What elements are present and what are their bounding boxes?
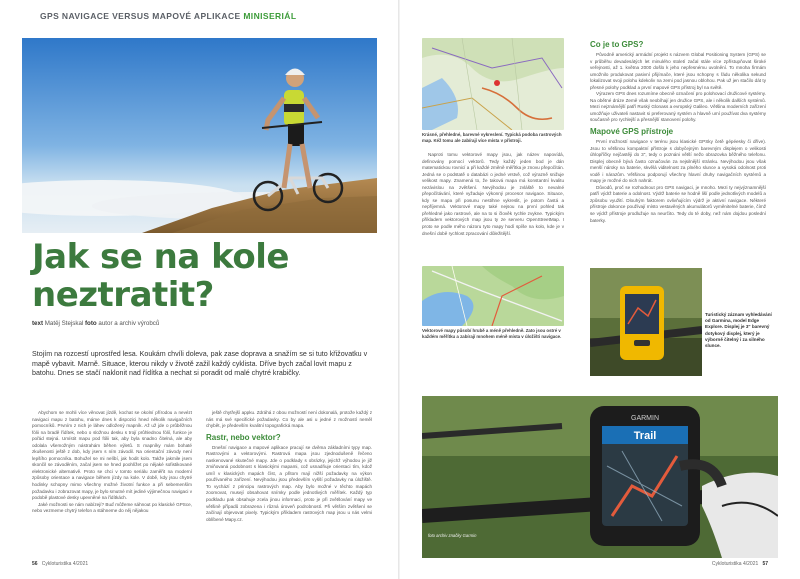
paragraph: Jaké možnosti se nám nabízejí? Buď můžeme sáhnout po klasické GPSce, nebo vezmeme chytrý telefon a stáhneme do něj nějakou bbox=[32, 501, 192, 514]
right-page bbox=[400, 0, 800, 579]
vector-map-image bbox=[422, 266, 564, 326]
raster-map-image bbox=[422, 38, 564, 130]
series-header bbox=[40, 11, 296, 21]
article-lead: Stojím na rozcestí uprostřed lesa. Koukám chvíli doleva, pak zase doprava a snažím se si tuto křižovatku v mapě vybavit. Marně. Situace, kterou nikdy v životě zažil každý cyklista. Dříve bych začal lovit mapu z batohu. Dnes se stačí naklonit nad řídítka a nechat si poradit od malé chytré krabičky. bbox=[32, 350, 368, 378]
paragraph: Abychom se mohli více věnovat jízdě, kochat se okolní přírodou a nevézt navigaci mapu z batohu, máme dnes k dispozici hned několik navigačních pomocníků. Prvním z nich je láhev odložený mapník. Až už jde o průběžnou fólii na bradě řídítek, nebo o složnou desku s trojí průhlednou fólií, funkce je pořád stejná. Umístit mapu pod fólii tak, aby byla snadno čitelná, ale aby odolala všemožným nástrahám běhen výletů. S mapníky mám bohaté zkušenosti ještě z dob, kdy jsem s ním závodil. Na orientační závody není lepšího pomocníka. Bohužel se mi nelíbí, jak hodit kolo. Takže jakmile jsem skončil se závoděním, začal jsem se hned poohlížet po nějaké sofistikované elektronické alternativě. Proto se chci v tomto seriálu zaměřit na moderní způsoby orientace a navigace během jízdy na kole. V době, kdy jsou chytré hodinky schopny mimo všechny možné životní funkce a při sebemenším požadavku i zobrazovat mapy, je bylo smutné mít jediné výjimečnou navigaci v podobě plastové desky upevněné na řídítkách. bbox=[32, 410, 192, 501]
series-accent: MINISERIÁL bbox=[243, 11, 297, 21]
text-column-right-2 bbox=[590, 40, 766, 265]
paragraph: Důvodů, proč se rozhodnout pro GPS navigaci, je mnoho. Mezi ty nejvýznamnější patří výdrž baterie a odolnost. Výdrž baterie se hodně liší podle jednotlivých modelů a způsobu využití. Dlouhým faktorem ovlivňujícím výdrž je aktivní navigace. Některé přístroje dokonce používají místo vestavěných akumulátorů vyměnitelné baterie, čímž se výdrž přístroje prodlužuje na neurčito. Tedy do té doby, než nám dojdou poslední baterky. bbox=[590, 184, 766, 223]
paragraph: Dnešní navigace a mapové aplikace pracují se dvěma základními typy map. Rastrovými a vektorovými. Rastrová mapa jsou zjednodušeně řečeno naskenované skutečné mapy. Jde o podklady s obrázky, jejichž výhodou je již zmiňovaná podobnost s klasickými mapami, což usnadňuje orientaci tím, kdož umíl v klasických mapách číst, a přitom mají nižší požadavky na výkon používaného zařízení. Nevýhodou jsou především vyšší požadavky na úložiště. To vychází z principu rastrových map. Aby bylo možné v těchto mapách zoomovat, musejí obsahovat snímky podle jednotlivých měřítek. Každý typ podkladu pak obsahuje zcela jinou informaci, proto je při zvětšování mapy ve většině případů zobrazena i různá úroveň podrobností. Při větším zvětšení se začínají objevovat pixely. Typickým příkladem rastrových map jsou u nás velmi oblíbené Mapy.cz. bbox=[206, 444, 372, 522]
text-column-left-2 bbox=[206, 410, 372, 560]
byline-photo-credit: autor a archiv výrobců bbox=[98, 320, 160, 327]
folio-left bbox=[32, 561, 88, 567]
photo-credit-garmin: foto archiv značky Garmin bbox=[428, 533, 477, 538]
gps-device-photo bbox=[590, 268, 702, 376]
caption-device: Turistický záznam vyhledávání od Garmina, model Edge Explore. Displej je 3" barevný dotykový displej, který je výborně čitelný i za silného slunce. bbox=[705, 312, 772, 349]
page-number: 56 bbox=[32, 561, 38, 567]
series-title: GPS NAVIGACE VERSUS MAPOVÉ APLIKACE bbox=[40, 11, 241, 21]
device-brand: GARMIN bbox=[631, 415, 659, 422]
byline-photo-label: foto bbox=[85, 320, 97, 327]
page-number: 57 bbox=[762, 561, 768, 567]
text-column-left-1 bbox=[32, 410, 192, 560]
caption-raster-map: Krásné, přehledné, barevné vykreslení. Typická podoba rastrových map. Kéž tomu ale zabírají více místa v přístroji. bbox=[422, 132, 562, 143]
section-heading: Rastr, nebo vektor? bbox=[206, 432, 281, 442]
magazine-issue: Cykloturistika 4/2021 bbox=[711, 561, 759, 567]
headline-line-1: Jak se na kole bbox=[32, 237, 289, 277]
headline-line-2: neztratit? bbox=[32, 275, 214, 315]
magazine-issue: Cykloturistika 4/2021 bbox=[41, 561, 89, 567]
device-screen-title: Trail bbox=[633, 430, 657, 442]
paragraph: Původně americký armádní projekt s názvem Global Positioning System (GPS) se v průběhu devadesátých let minulého století začal stále více zpřístupňovat široké veřejnosti, až 1. května 2000 došlo k jeho nepřesnému uvolnění. To mnoha firmám umožnilo produkovat pasivní přijímače, které jsou schopny s řádu několika sekund lokalizovat svoji polohu kdekoliv na zemi pod jasnou oblohou. Pak už jen stačilo dát ty přesné polohy podklad a první mapové GPS přístroj byl na světě. bbox=[590, 52, 766, 90]
byline-author: Matěj Stejskal bbox=[44, 320, 84, 327]
article-headline bbox=[32, 238, 372, 314]
hero-photo-cyclist bbox=[22, 38, 377, 233]
paragraph: Naproti tomu vektorové mapy jsou, jak název napovídá, definovány pomocí vektorů. Tedy každý jeden bod je dán matematickou rovnicí a při každé změně měřítka je znovu přepočítán. Jedná se o podstatě o databázi o jedné vrstvě, což výrazně snižuje velikost mapy. Znamená to, že taková mapa má konstantní kvalitu nezávislou na zvětšení. Nevýhodou je zvláště to nevalné přepočítávání, které vyžaduje výkonný procesor navigace. Situace, kdy se mapa při posunu nestihne vykreslit, je potom častá a nepříjemná. Vektorové mapy také nejsou na první pohled tak přehledné jako rastrové, ale na to si člověk rychle zvykne. Typickým příkladem vektorových map jsou ty ze serveru OpenStreetMap. I proto se podle mého názoru tyto mapy hodí spíše na kolo, kde je v dnešní době rychlost zpracování důležitější. bbox=[422, 152, 564, 236]
caption-vector-map: Vektorové mapy působí hrubě a méně přehledně. Zato jsou ostré v každém měřítku a zabírají mnohem méně místa v úložišti navigace. bbox=[422, 328, 562, 339]
folio-right bbox=[712, 561, 768, 567]
paragraph: První možností navigace v terénu jsou klasické GPSky četě gépéesky či dříve). Jsou to většinou kompaktní přístroje s dobyčejným barevným displejem o velikosti úhlopříčky nejčastěji do 3", tedy o poznáni větší nežo obrazovka běžného telefonu. Displej obecně bývá často označován za nejsilnější stránku. Nevýhodou jsou však menší nároky na baterie, skvělá viditelnost za plného slunce a vysoká odolnost proti vodě i nárazům. Většinou podporují všechny hlavní druhy navigačních systémů a mapy je možné do nich nahrát. bbox=[590, 139, 766, 184]
paragraph: Výrazem GPS dnes rozumíme obecně označení pro polohovací družicové systémy. Na obětné dráze Země však neobíhají jen družice GPS, ale i několik dalších systémů. Mezi nejznámější patří Ruský Glonass a evropský Galileo. Většina moderních zařízení umožňuje uživateli nastavit si preferovaný systém a hlavně umí používat dva systémy současně pro rychlejší a přesnější stanovení polohy. bbox=[590, 91, 766, 123]
paragraph: ještě chytřejší appku. Zdráhá z obou možností není dokonalá, protože každý z nás má své specifické požadavky. Co by ale asi u jedné z možností neměl chybět, je především kvalitní topografická mapa. bbox=[206, 410, 372, 429]
byline bbox=[32, 320, 159, 327]
section-heading-devices: Mapové GPS přístroje bbox=[590, 127, 674, 137]
text-column-right-1 bbox=[422, 152, 564, 260]
section-heading-gps: Co je to GPS? bbox=[590, 40, 644, 49]
byline-text-label: text bbox=[32, 320, 44, 327]
